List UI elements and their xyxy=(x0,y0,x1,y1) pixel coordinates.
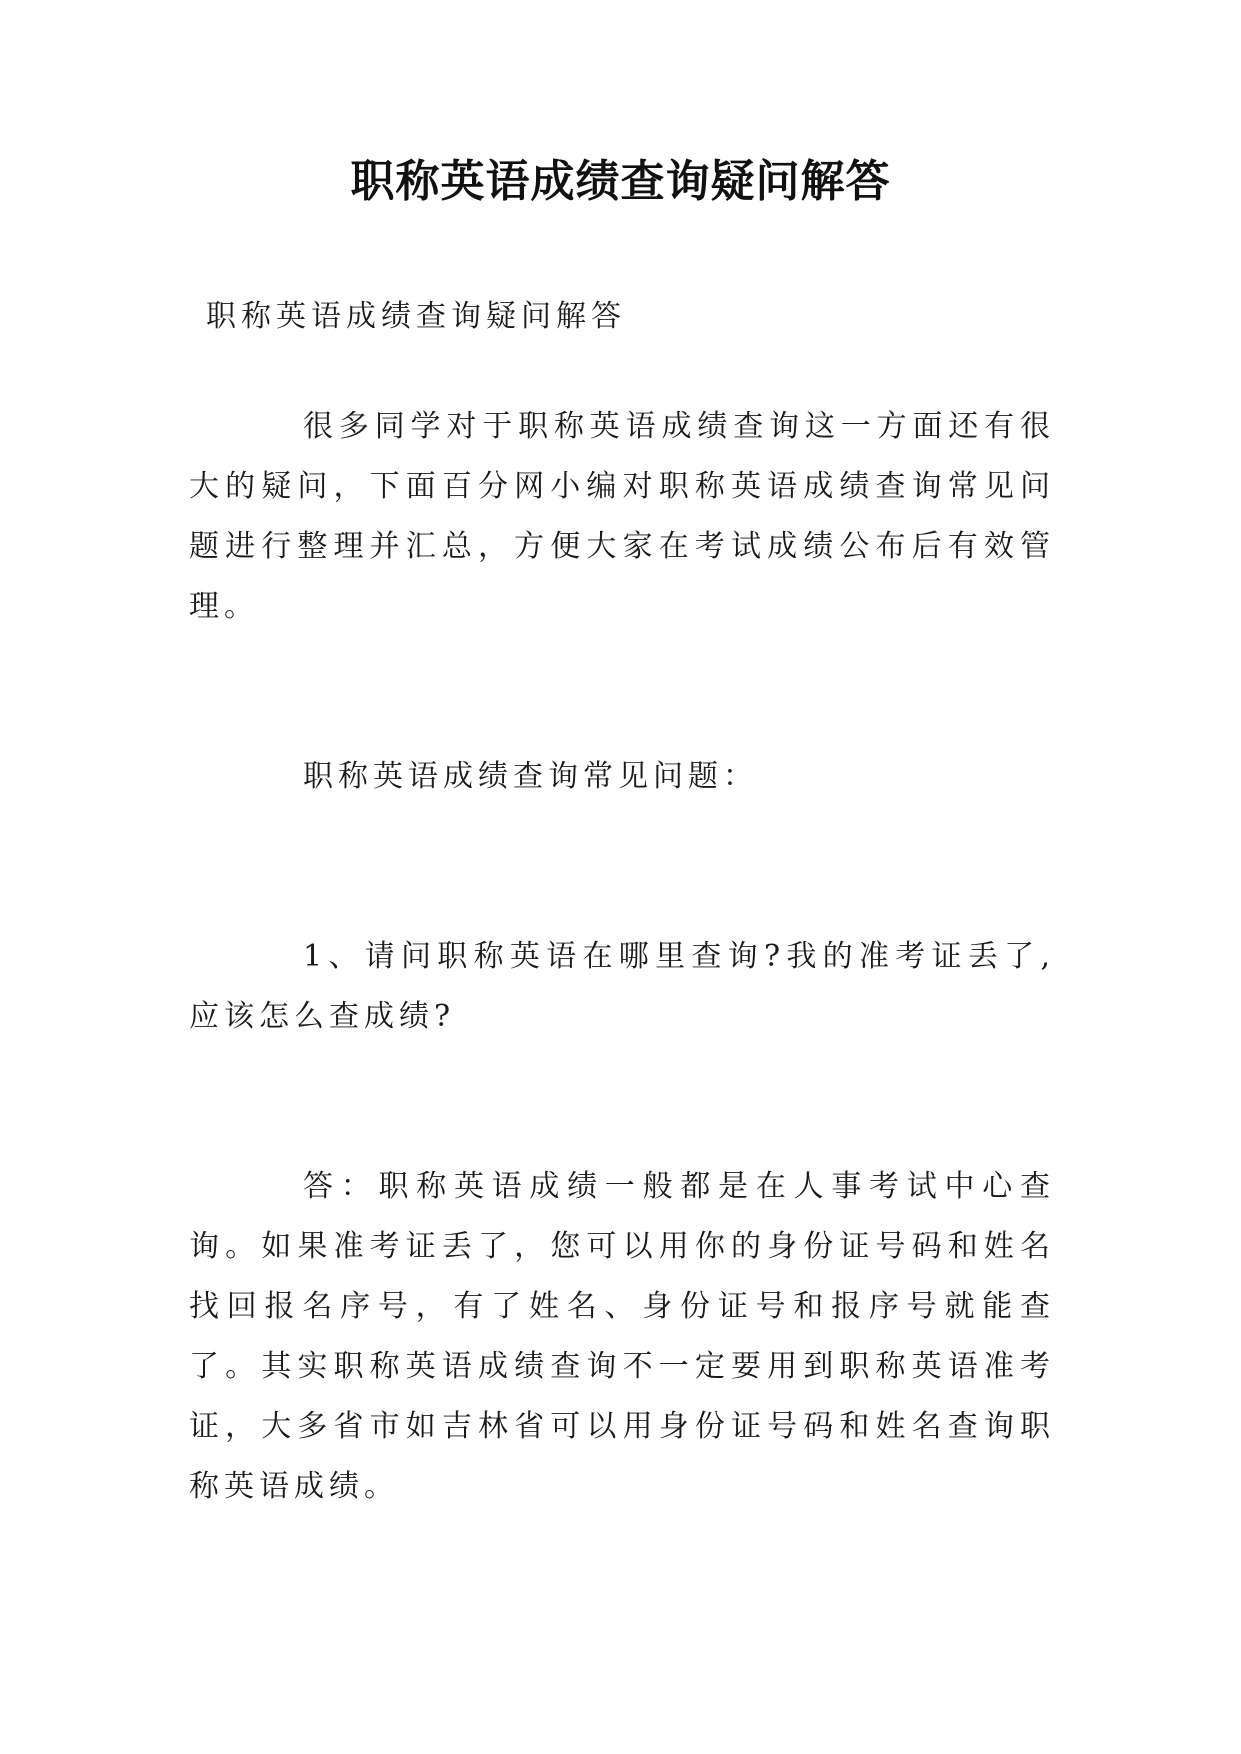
question-paragraph: 1、请问职称英语在哪里查询?我的准考证丢了,应该怎么查成绩? xyxy=(189,939,1055,1034)
answer-paragraph: 答：职称英语成绩一般都是在人事考试中心查询。如果准考证丢了，您可以用你的身份证号码和姓名找回报名序号，有了姓名、身份证号和报序号就能查了。其实职称英语成绩查询不一定要用到职称英语准考证，大多省市如吉林省可以用身份证号码和姓名查询职称英语成绩。 xyxy=(189,1169,1055,1504)
intro-paragraph: 很多同学对于职称英语成绩查询这一方面还有很大的疑问，下面百分网小编对职称英语成绩查询常见问题进行整理并汇总，方便大家在考试成绩公布后有效管理。 xyxy=(189,409,1055,624)
document-subtitle: 职称英语成绩查询疑问解答 xyxy=(206,299,626,334)
document-title: 职称英语成绩查询疑问解答 xyxy=(350,156,891,207)
section-heading: 职称英语成绩查询常见问题： xyxy=(303,759,758,794)
